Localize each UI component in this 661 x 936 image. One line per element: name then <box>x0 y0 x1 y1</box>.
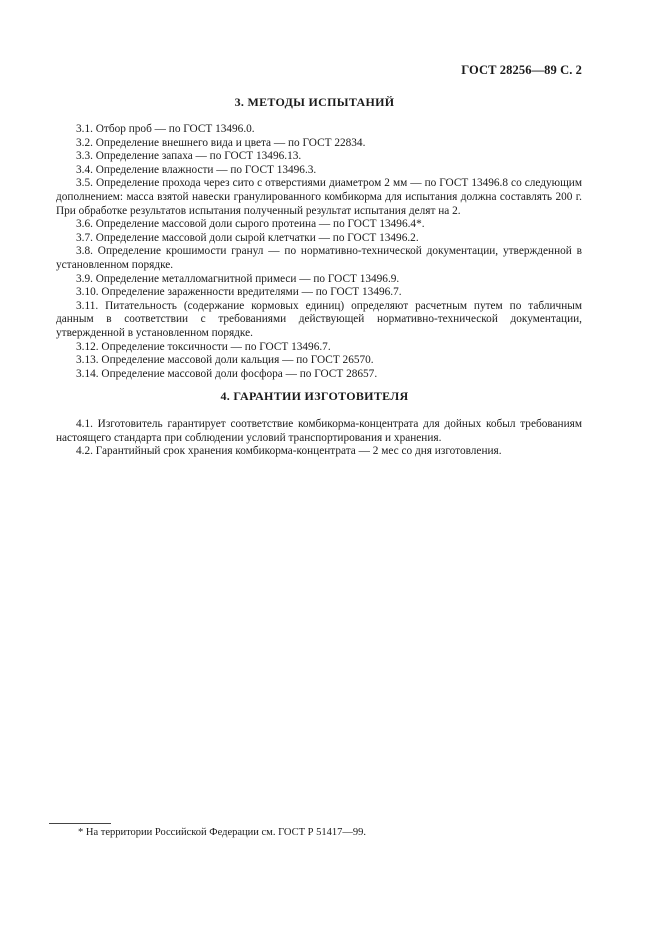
clause-3-6: 3.6. Определение массовой доли сырого протеина — по ГОСТ 13496.4*. <box>76 218 425 231</box>
clause-3-9: 3.9. Определение металломагнитной примеси — по ГОСТ 13496.9. <box>76 272 400 285</box>
clause-3-10: 3.10. Определение зараженности вредителями — по ГОСТ 13496.7. <box>76 286 402 299</box>
clause-3-4: 3.4. Определение влажности — по ГОСТ 13496.3. <box>76 163 317 176</box>
clause-3-7: 3.7. Определение массовой доли сырой клетчатки — по ГОСТ 13496.2. <box>76 231 419 244</box>
clause-4-2: 4.2. Гарантийный срок хранения комбикорма-концентрата — 2 мес со дня изготовления. <box>76 445 502 458</box>
clause-3-1: 3.1. Отбор проб — по ГОСТ 13496.0. <box>76 123 255 135</box>
clause-3-11: 3.11. Питательность (содержание кормовых единиц) определяют расчетным путем по табличным данным в соответствии с требованиями действующей нормативно-технической документации, утвержденной в установленном порядке. <box>56 299 582 339</box>
footnote: * На территории Российской Федерации см. ГОСТ Р 51417—99. <box>78 827 366 838</box>
clause-3-3: 3.3. Определение запаха — по ГОСТ 13496.13. <box>76 150 302 163</box>
section-3-body <box>56 123 582 381</box>
clause-3-14: 3.14. Определение массовой доли фосфора — по ГОСТ 28657. <box>76 367 378 380</box>
section-4-title: 4. ГАРАНТИИ ИЗГОТОВИТЕЛЯ <box>220 389 409 403</box>
clause-3-12: 3.12. Определение токсичности — по ГОСТ 13496.7. <box>76 340 331 353</box>
clause-4-1: 4.1. Изготовитель гарантирует соответствие комбикорма-концентрата для дойных кобыл требованиям настоящего стандарта при соблюдении условий транспортирования и хранения. <box>56 418 582 444</box>
clause-3-2: 3.2. Определение внешнего вида и цвета — по ГОСТ 22834. <box>76 136 366 149</box>
section-3-title: 3. МЕТОДЫ ИСПЫТАНИЙ <box>234 95 395 109</box>
section-4-body <box>56 418 582 459</box>
page-header: ГОСТ 28256—89 С. 2 <box>461 63 582 77</box>
footnote-divider <box>49 823 111 824</box>
clause-3-5: 3.5. Определение прохода через сито с отверстиями диаметром 2 мм — по ГОСТ 13496.8 со следующим дополнением: масса взятой навески гранулированного комбикорма для испытания должна составлять 200 г. При обработке результатов испытания полученный результат испытания делят на 2. <box>56 177 582 217</box>
clause-3-8: 3.8. Определение крошимости гранул — по нормативно-технической документации, утвержденной в установленном порядке. <box>56 245 582 271</box>
clause-3-13: 3.13. Определение массовой доли кальция — по ГОСТ 26570. <box>76 354 374 367</box>
